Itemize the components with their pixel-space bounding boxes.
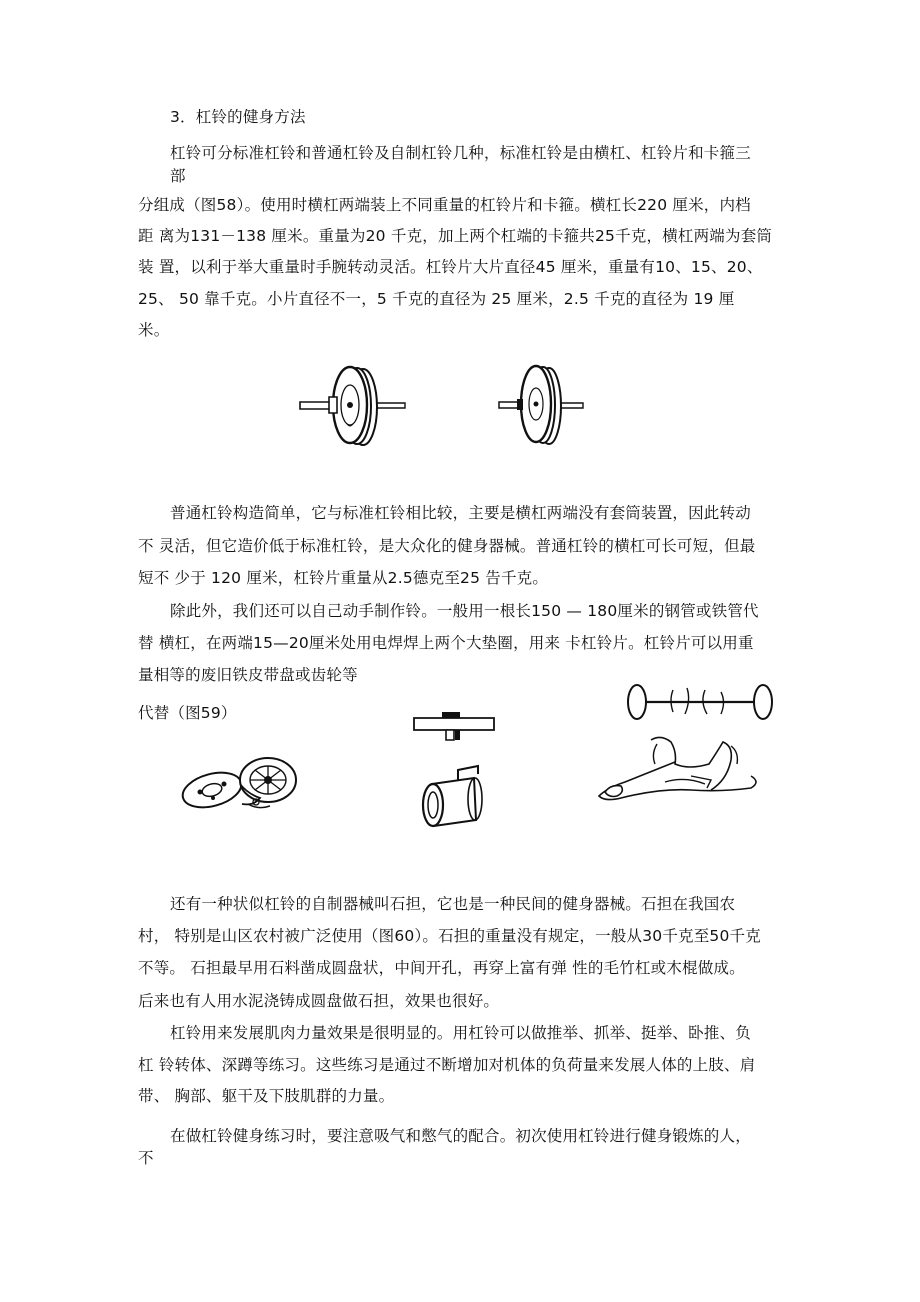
- p1-line-4: 距 离为131－138 厘米。重量为20 千克，加上两个杠端的卡箍共25千克，横杠两端为套筒: [138, 227, 773, 245]
- p6-line-1: 在做杠铃健身练习时，要注意吸气和憋气的配合。初次使用杠铃进行健身锻炼的人，: [170, 1127, 751, 1145]
- p5-line-3: 带、 胸部、躯干及下肢肌群的力量。: [138, 1087, 395, 1105]
- p6-line-2: 不: [138, 1149, 154, 1167]
- belt-pulley-gear-illustration: [180, 752, 305, 822]
- p2-line-2: 不 灵活，但它造价低于标准杠铃，是大众化的健身器械。普通杠铃的横杠可长可短，但最: [138, 537, 756, 555]
- p3-line-3: 量相等的废旧铁皮带盘或齿轮等: [138, 666, 358, 684]
- p2-line-1: 普通杠铃构造简单，它与标准杠铃相比较，主要是横杠两端没有套筒装置，因此转动: [170, 504, 751, 522]
- stone-barbell-lifter-illustration: [595, 668, 795, 818]
- p1-line-3: 分组成（图58）。使用时横杠两端装上不同重量的杠铃片和卡箍。横杠长220 厘米，内档: [138, 196, 751, 214]
- p1-line-2: 部: [170, 167, 186, 185]
- p3-line-2: 替 横杠，在两端15—20厘米处用电焊焊上两个大垫圈，用来 卡杠铃片。杠铃片可以用重: [138, 634, 754, 652]
- p1-line-5: 装 置，以利于举大重量时手腕转动灵活。杠铃片大片直径45 厘米，重量有10、15、20、: [138, 258, 763, 276]
- p4-line-4: 后来也有人用水泥浇铸成圆盘做石担，效果也很好。: [138, 992, 500, 1010]
- p4-line-1: 还有一种状似杠铃的自制器械叫石担，它也是一种民间的健身器械。石担在我国农: [170, 895, 736, 913]
- p4-line-2: 村， 特别是山区农村被广泛使用（图60）。石担的重量没有规定，一般从30千克至50千克: [138, 927, 761, 945]
- p5-line-1: 杠铃用来发展肌肉力量效果是很明显的。用杠铃可以做推举、抓举、挺举、卧推、负: [170, 1024, 751, 1042]
- p3-line-4: 代替（图59）: [138, 704, 237, 722]
- p4-line-3: 不等。 石担最早用石料凿成圆盘状，中间开孔，再穿上富有弹 性的毛竹杠或木棍做成。: [138, 959, 745, 977]
- p1-line-1: 杠铃可分标准杠铃和普通杠铃及自制杠铃几种，标准杠铃是由横杠、杠铃片和卡箍三: [170, 144, 751, 162]
- p1-line-7: 米。: [138, 321, 170, 339]
- standard-barbell-illustration-right: [497, 362, 587, 447]
- p5-line-2: 杠 铃转体、深蹲等练习。这些练习是通过不断增加对机体的负荷量来发展人体的上肢、肩: [138, 1056, 756, 1074]
- p3-line-1: 除此外，我们还可以自己动手制作铃。一般用一根长150 — 180厘米的钢管或铁管代: [170, 602, 759, 620]
- welded-washer-sleeve-illustration: [412, 708, 502, 830]
- p1-line-6: 25、 50 靠千克。小片直径不一，5 千克的直径为 25 厘米，2.5 千克的直径为 19 厘: [138, 290, 735, 308]
- p2-line-3: 短不 少于 120 厘米，杠铃片重量从2.5德克至25 告千克。: [138, 569, 549, 587]
- section-title: 3．杠铃的健身方法: [170, 108, 306, 126]
- standard-barbell-illustration-left: [295, 362, 410, 447]
